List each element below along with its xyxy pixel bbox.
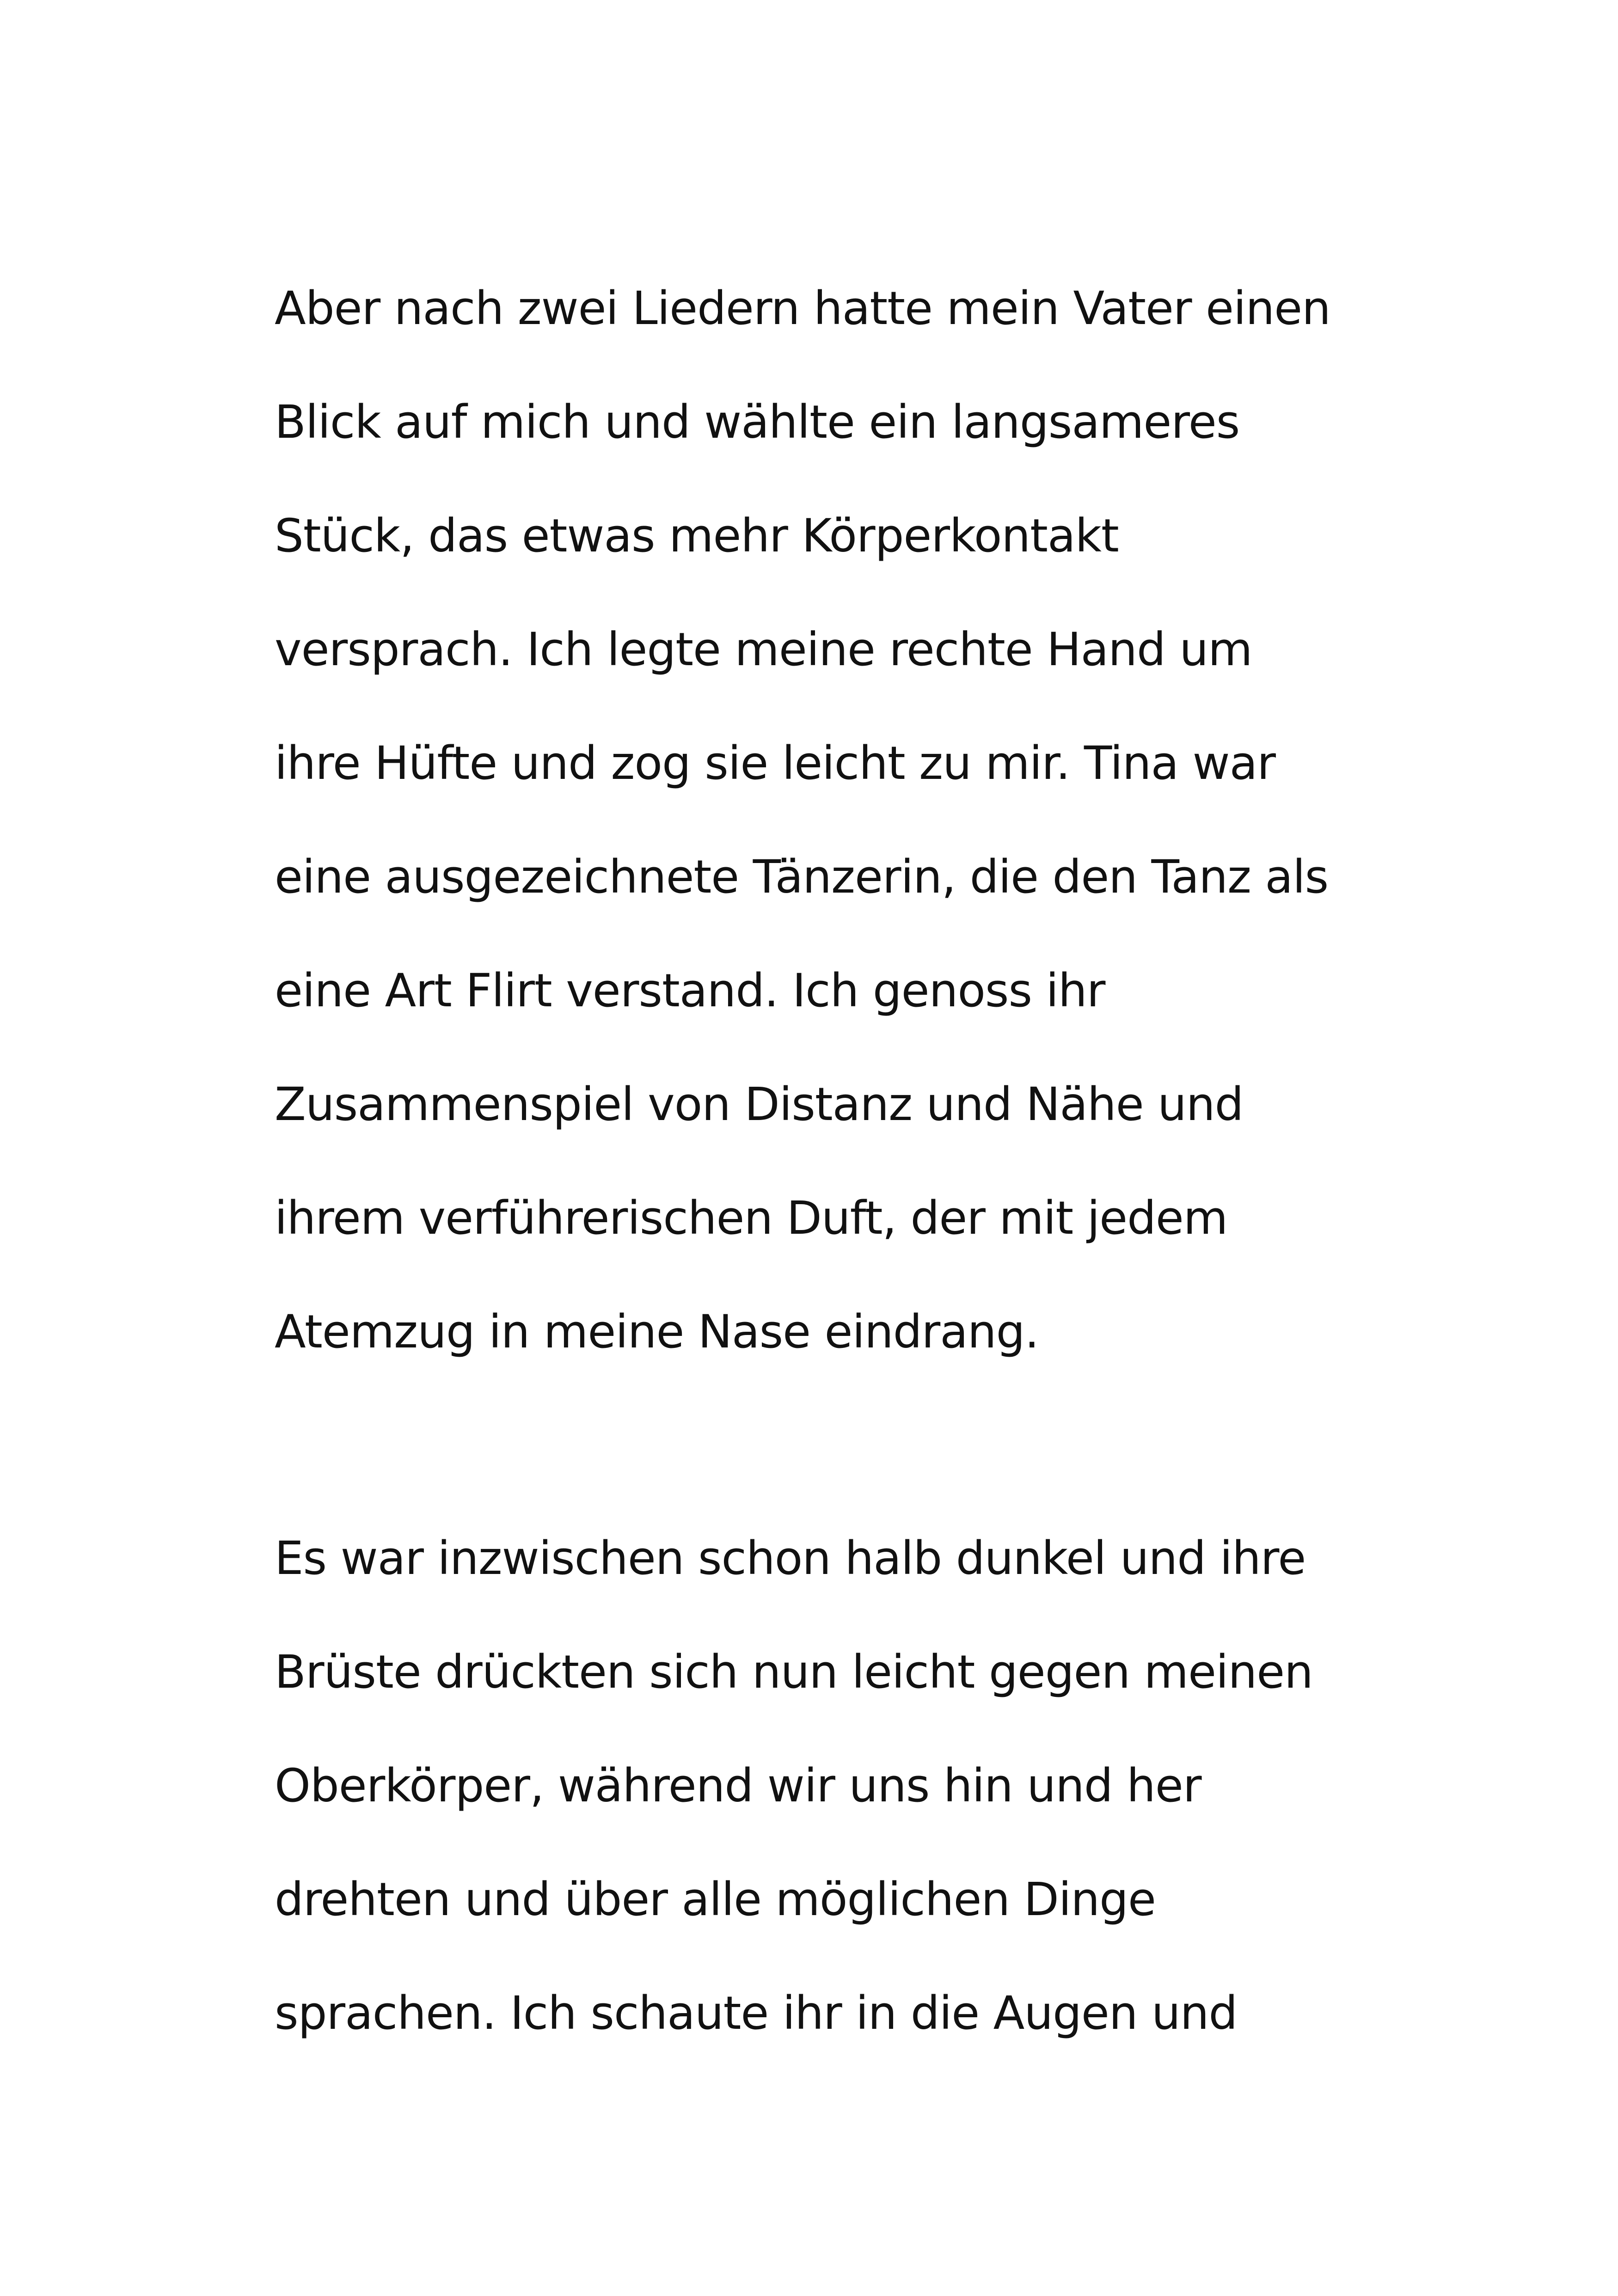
text-line: Aber nach zwei Liedern hatte mein Vater einen <box>275 282 1330 335</box>
text-line: Blick auf mich und wählte ein langsameres <box>275 396 1240 449</box>
text-line: Stück, das etwas mehr Körperkontakt <box>275 509 1119 563</box>
text-line: Zusammenspiel von Distanz und Nähe und <box>275 1078 1244 1131</box>
text-line: Atemzug in meine Nase eindrang. <box>275 1305 1039 1359</box>
text-line: eine ausgezeichnete Tänzerin, die den Tanz als <box>275 851 1329 904</box>
text-line: versprach. Ich legte meine rechte Hand um <box>275 623 1252 676</box>
text-line: ihre Hüfte und zog sie leicht zu mir. Tina war <box>275 737 1275 790</box>
paragraph-1 <box>275 252 1430 1389</box>
text-line: eine Art Flirt verstand. Ich genoss ihr <box>275 964 1105 1017</box>
text-line: Oberkörper, während wir uns hin und her <box>275 1759 1201 1812</box>
text-line: ihrem verführerischen Duft, der mit jedem <box>275 1192 1228 1245</box>
text-line: sprachen. Ich schaute ihr in die Augen und <box>275 1987 1238 2040</box>
text-line: Brüste drückten sich nun leicht gegen meinen <box>275 1646 1313 1699</box>
paragraph-2 <box>275 1502 1430 2070</box>
text-line: Es war inzwischen schon halb dunkel und ihre <box>275 1532 1306 1585</box>
text-line: drehten und über alle möglichen Dinge <box>275 1873 1156 1926</box>
